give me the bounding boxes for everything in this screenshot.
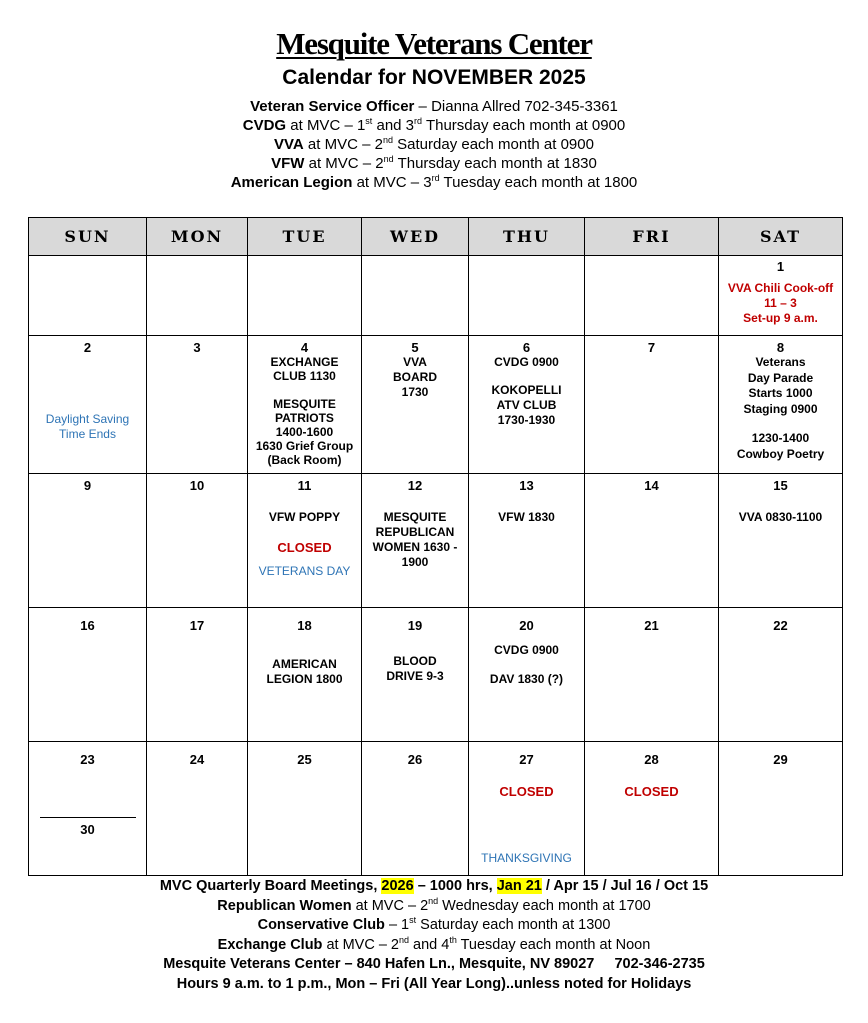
- weekday-wed: WED: [362, 218, 469, 256]
- day-cell-5: [362, 336, 469, 473]
- highlight-jan21: Jan 21: [496, 878, 542, 894]
- day-cell-17: [147, 607, 248, 741]
- footer-board-meetings: MVC Quarterly Board Meetings, 2026 – 1000 hrs, Jan 21 / Apr 15 / Jul 16 / Oct 15: [159, 878, 709, 894]
- day-number: 11: [297, 477, 312, 493]
- day-number: 4: [300, 340, 309, 356]
- weekday-header-row: [29, 218, 843, 256]
- weekday-fri: FRI: [585, 218, 719, 256]
- weekday-tue: TUE: [248, 218, 362, 256]
- day-number: 29: [773, 751, 788, 767]
- day-cell-29: [719, 741, 843, 875]
- event-daylight-saving: Daylight Saving Time Ends: [45, 412, 130, 442]
- day-number: 7: [647, 340, 656, 356]
- event-vfw: VFW 1830: [498, 509, 555, 524]
- day-number: 20: [519, 617, 534, 633]
- day-cell-3: [147, 336, 248, 473]
- day-number: 1: [776, 259, 785, 275]
- info-line-vva: VVA at MVC – 2nd Saturday each month at 0900: [274, 135, 594, 153]
- event-cowboy-poetry: 1230-1400 Cowboy Poetry: [736, 431, 825, 461]
- day-number: 10: [189, 477, 205, 493]
- week-row-5: [29, 741, 843, 875]
- day-cell-8: [719, 336, 843, 473]
- day-cell-6: [469, 336, 585, 473]
- split-divider: [40, 817, 136, 818]
- day-number: 6: [522, 340, 531, 356]
- event-cvdg: CVDG 0900: [494, 355, 559, 370]
- event-veterans-day: VETERANS DAY: [258, 563, 351, 578]
- weekday-sat: SAT: [719, 218, 843, 256]
- weekday-sun: SUN: [29, 218, 147, 256]
- event-exchange-club: EXCHANGE CLUB 1130: [270, 355, 339, 384]
- footer-address: Mesquite Veterans Center – 840 Hafen Ln., Mesquite, NV 89027 702-346-2735: [163, 956, 705, 972]
- day-cell-22: [719, 607, 843, 741]
- day-number: 23: [80, 751, 95, 767]
- day-cell-28: [585, 741, 719, 875]
- empty-cell: [585, 256, 719, 336]
- day-cell-20: [469, 607, 585, 741]
- empty-cell: [248, 256, 362, 336]
- day-cell-16: [29, 607, 147, 741]
- day-cell-24: [147, 741, 248, 875]
- week-row-3: [29, 473, 843, 607]
- footer-info: [0, 877, 868, 994]
- closed-notice: CLOSED: [624, 783, 679, 799]
- day-cell-27: [469, 741, 585, 875]
- day-number: 17: [189, 617, 205, 633]
- info-line-vso: Veteran Service Officer – Dianna Allred 702-345-3361: [250, 98, 618, 115]
- day-number: 2: [83, 340, 92, 356]
- day-number: 24: [189, 751, 205, 767]
- day-number: 22: [773, 617, 788, 633]
- day-cell-14: [585, 473, 719, 607]
- event-vva: VVA 0830-1100: [738, 509, 823, 524]
- event-blood-drive: BLOOD DRIVE 9-3: [386, 653, 444, 683]
- day-number: 16: [80, 617, 95, 633]
- event-dav: DAV 1830 (?): [489, 671, 564, 686]
- footer-republican-women: Republican Women at MVC – 2nd Wednesday each month at 1700: [217, 895, 651, 914]
- day-number-30: 30: [80, 821, 95, 837]
- day-cell-13: [469, 473, 585, 607]
- event-veterans-day-parade: Veterans Day Parade Starts 1000 Staging 0900: [743, 355, 818, 416]
- week-row-4: [29, 607, 843, 741]
- day-cell-15: [719, 473, 843, 607]
- day-number: 21: [644, 617, 659, 633]
- day-number: 19: [407, 617, 423, 633]
- footer-exchange-club: Exchange Club at MVC – 2nd and 4th Tuesday each month at Noon: [217, 934, 651, 953]
- event-cvdg: CVDG 0900: [494, 642, 559, 657]
- calendar-subtitle: Calendar for NOVEMBER 2025: [282, 66, 586, 89]
- day-cell-1: [719, 256, 843, 336]
- day-cell-19: [362, 607, 469, 741]
- week-row-1: [29, 256, 843, 336]
- footer-hours: Hours 9 a.m. to 1 p.m., Mon – Fri (All Year Long)..unless noted for Holidays: [176, 975, 692, 992]
- event-thanksgiving: THANKSGIVING: [481, 850, 572, 865]
- event-kokopelli-atv: KOKOPELLI ATV CLUB 1730-1930: [491, 383, 562, 428]
- week-row-2: [29, 336, 843, 473]
- day-cell-12: [362, 473, 469, 607]
- day-cell-7: [585, 336, 719, 473]
- day-number: 12: [407, 477, 423, 493]
- footer-conservative-club: Conservative Club – 1st Saturday each month at 1300: [257, 915, 611, 933]
- info-line-cvdg: CVDG at MVC – 1st and 3rd Thursday each month at 0900: [242, 116, 626, 134]
- day-cell-26: [362, 741, 469, 875]
- event-vfw-poppy: VFW POPPY: [268, 509, 341, 524]
- day-number: 18: [297, 617, 312, 633]
- day-number: 28: [644, 751, 659, 767]
- highlight-year: 2026: [381, 878, 414, 894]
- event-grief-group: 1630 Grief Group (Back Room): [255, 439, 354, 468]
- closed-notice: CLOSED: [277, 539, 332, 555]
- day-number: 25: [297, 751, 312, 767]
- day-cell-2: [29, 336, 147, 473]
- day-number: 15: [773, 477, 788, 493]
- weekday-mon: MON: [147, 218, 248, 256]
- event-vva-board: VVA BOARD 1730: [393, 355, 437, 400]
- day-cell-9: [29, 473, 147, 607]
- event-republican-women: MESQUITE REPUBLICAN WOMEN 1630 - 1900: [372, 509, 458, 569]
- event-setup-time: Set-up 9 a.m.: [743, 311, 818, 326]
- closed-notice: CLOSED: [499, 783, 554, 799]
- event-mesquite-patriots: MESQUITE PATRIOTS 1400-1600: [273, 397, 336, 440]
- day-cell-25: [248, 741, 362, 875]
- day-number: 14: [644, 477, 659, 493]
- day-number: 27: [519, 751, 534, 767]
- day-number: 8: [776, 340, 785, 356]
- empty-cell: [362, 256, 469, 336]
- day-number: 5: [411, 340, 419, 356]
- day-cell-11: [248, 473, 362, 607]
- info-line-vfw: VFW at MVC – 2nd Thursday each month at 1830: [271, 154, 597, 172]
- empty-cell: [469, 256, 585, 336]
- day-cell-10: [147, 473, 248, 607]
- weekday-thu: THU: [469, 218, 585, 256]
- day-cell-21: [585, 607, 719, 741]
- event-chili-cookoff: VVA Chili Cook-off 11 – 3: [727, 281, 834, 311]
- day-cell-18: [248, 607, 362, 741]
- day-cell-23-30: [29, 741, 147, 875]
- day-number: 3: [193, 340, 201, 356]
- info-line-legion: American Legion at MVC – 3rd Tuesday each month at 1800: [230, 173, 638, 191]
- empty-cell: [147, 256, 248, 336]
- day-number: 26: [407, 751, 423, 767]
- meeting-info: [0, 97, 868, 192]
- center-title: Mesquite Veterans Center: [276, 26, 592, 61]
- day-cell-4: [248, 336, 362, 473]
- day-number: 13: [519, 477, 534, 493]
- event-american-legion: AMERICAN LEGION 1800: [266, 656, 343, 686]
- empty-cell: [29, 256, 147, 336]
- calendar-grid: [28, 217, 843, 876]
- day-number: 9: [83, 477, 92, 493]
